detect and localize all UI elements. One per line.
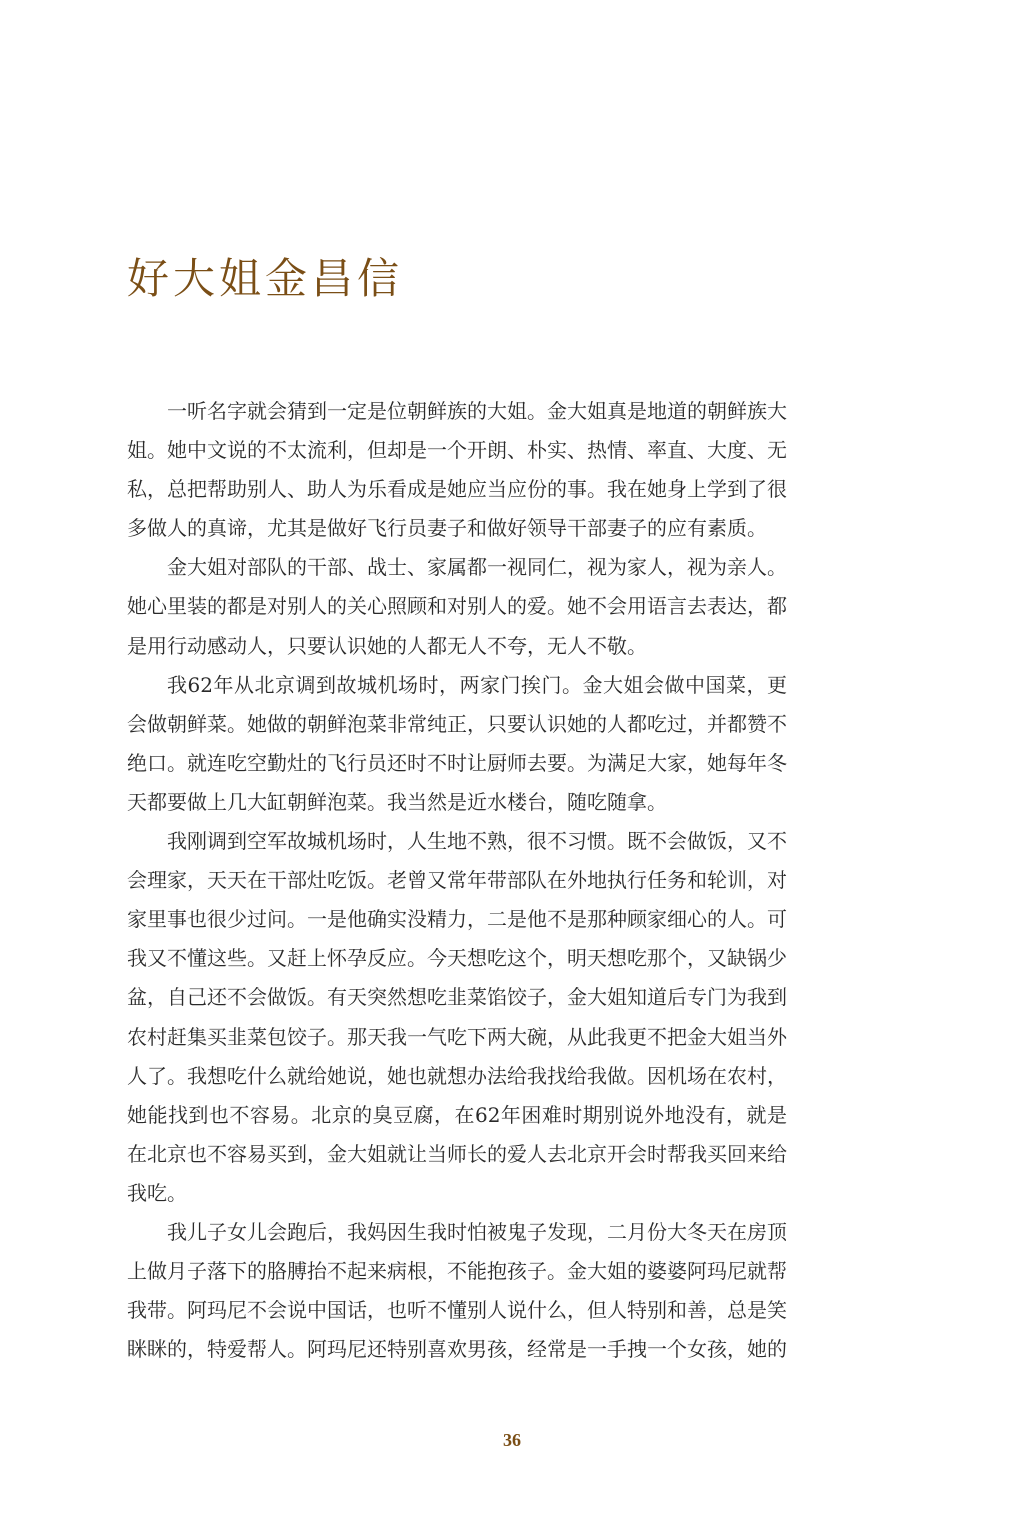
paragraph: 我刚调到空军故城机场时，人生地不熟，很不习惯。既不会做饭，又不会理家，天天在干部灶吃饭。老曾又常年带部队在外地执行任务和轮训，对家里事也很少过问。一是他确实没精力，二是他不是那种顾家细心的人。可我又不懂这些。又赶上怀孕反应。今天想吃这个，明天想吃那个，又缺锅少盆，自己还不会做饭。有天突然想吃韭菜馅饺子，金大姐知道后专门为我到农村赶集买韭菜包饺子。那天我一气吃下两大碗，从此我更不把金大姐当外人了。我想吃什么就给她说，她也就想办法给我找给我做。因机场在农村，她能找到也不容易。北京的臭豆腐，在62年困难时期别说外地没有，就是在北京也不容易买到，金大姐就让当师长的爱人去北京开会时帮我买回来给我吃。 [127,829,787,1205]
paragraph: 一听名字就会猜到一定是位朝鲜族的大姐。金大姐真是地道的朝鲜族大姐。她中文说的不太流利，但却是一个开朗、朴实、热情、率直、大度、无私，总把帮助别人、助人为乐看成是她应当应份的事。我在她身上学到了很多做人的真谛，尤其是做好飞行员妻子和做好领导干部妻子的应有素质。 [127,399,787,541]
chapter-title: 好大姐金昌信 [127,254,404,303]
paragraph: 我62年从北京调到故城机场时，两家门挨门。金大姐会做中国菜，更会做朝鲜菜。她做的朝鲜泡菜非常纯正，只要认识她的人都吃过，并都赞不绝口。就连吃空勤灶的飞行员还时不时让厨师去要。为满足大家，她每年冬天都要做上几大缸朝鲜泡菜。我当然是近水楼台，随吃随拿。 [127,672,787,814]
paragraph: 金大姐对部队的干部、战士、家属都一视同仁，视为家人，视为亲人。她心里装的都是对别人的关心照顾和对别人的爱。她不会用语言去表达，都是用行动感动人，只要认识她的人都无人不夸，无人不敬。 [127,555,787,658]
page-number: 36 [503,1430,521,1450]
paragraph: 我儿子女儿会跑后，我妈因生我时怕被鬼子发现，二月份大冬天在房顶上做月子落下的胳膊抬不起来病根，不能抱孩子。金大姐的婆婆阿玛尼就帮我带。阿玛尼不会说中国话，也听不懂别人说什么，但人特别和善，总是笑眯眯的，特爱帮人。阿玛尼还特别喜欢男孩，经常是一手拽一个女孩，她的 [127,1219,787,1362]
body-text [127,392,787,1369]
